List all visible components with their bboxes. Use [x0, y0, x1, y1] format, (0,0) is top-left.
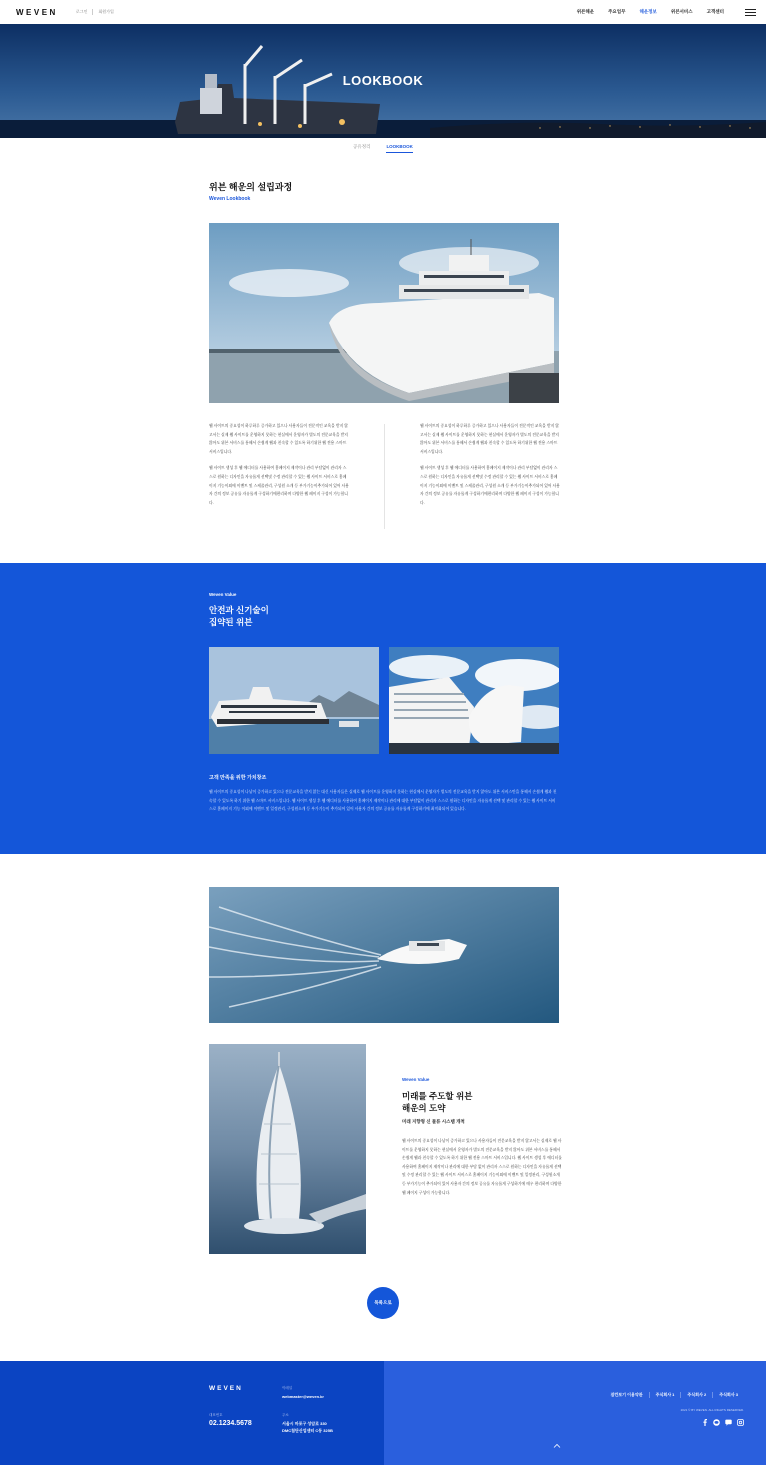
title-line: 해운의 도약: [402, 1103, 446, 1113]
section-subtitle: Weven Lookbook: [209, 196, 251, 202]
address-line: 서울시 마포구 성암로 330: [282, 1421, 327, 1426]
header: [0, 0, 766, 24]
paragraph-title: 고객 만족을 위한 가치창조: [209, 775, 267, 781]
footer-link-2[interactable]: 주식회사 2: [680, 1392, 712, 1398]
nav-item-shipping-info[interactable]: 해운정보: [639, 9, 657, 14]
boat-aerial-image: [209, 887, 559, 1023]
footer-link-3[interactable]: 주식회사 3: [712, 1392, 744, 1398]
yacht-dock-image: [209, 223, 559, 403]
main-nav: [577, 0, 724, 24]
section-label: Weven Value: [209, 592, 237, 597]
signup-link[interactable]: 회원가입: [98, 9, 114, 14]
footer-info: [0, 1361, 384, 1465]
section-title: 위븐 해운의 설립과정: [209, 182, 293, 192]
hero-title: LOOKBOOK: [342, 73, 424, 88]
cruise-ship-mountains-image: [209, 647, 379, 754]
divider: [92, 9, 93, 15]
footer-link-1[interactable]: 주식회사 1: [649, 1392, 681, 1398]
paragraph: 웹 사이트의 중요성이 하루하루 증가하고 있으나 사용자들이 전문적인 교육을 받지 않고서는 실제 웹 사이트를 운영하지 못하는 현실에서 운영자가 별도의 전문교육을 받지 않아도 위븐 서비스를 통해서 손쉽게 웹과 친숙할 수 있도록 하기위한 웹 전용 스마트 서비스입니다.: [420, 424, 559, 454]
paragraph: 웹 사이트 생성 후 웹 에디터를 사용하여 홈페이지 제작이나 관리 부담없이 관리자 스스로 원하는 디자인을 자유롭게 선택및 수정 관리할 수 있는 웹 사이트 서비스로 홈페이지 기능이외에 이벤트 및 스케줄관리, 구성원 소개 등 부가기능이추가되어 있어 사용자 간의 정보 공유를 자유롭게 구성하기에편리하며 다양한 웹 페이지 구성이 가능합니다.: [209, 466, 349, 505]
paragraph-text: 웹 사이트의 중요성이 나날이 증가하고 있으나 전문교육을 받지 않는 대신 사용자들은 실제로 웹 사이트를 운영하지 못하는 현실에서 운영자가 별도의 전문교육을 받지 않아도 위븐 서비스만을 통해서 손쉽게 웹과 친숙할 수 있도록 하기 위한 웹 스마트 서비스입니다. 웹 사이트 생성 후 웹 에디터를 사용하여 홈페이지 제작이나 관리에 대한 부담없이 관리자 스스로 원하는 디자인을 자유롭게 선택 및 관리할 수 있는 웹 사이트 서비스로 홈페이지 기능 이외에 이벤트 및 일정관리, 구성원소개 등 부가기능이 추가되어 있어 사용자 간의 정보 공유를 자유롭게 구성하기에 최적화되어 있습니다.: [209, 790, 557, 812]
phone-label: 대표번호: [209, 1413, 223, 1417]
section-subtitle: 미래 지향형 신 물류 시스템 개척: [402, 1119, 465, 1124]
logo[interactable]: WEVEN: [16, 7, 58, 17]
copyright: 2021 © BY WEVEN. ALL RIGHTS RESERVED.: [680, 1408, 744, 1412]
tab-lookbook[interactable]: LOOKBOOK: [386, 141, 413, 153]
facebook-icon[interactable]: [701, 1419, 708, 1426]
column-divider: [384, 424, 385, 529]
address-label: 주소: [282, 1413, 289, 1417]
email-link[interactable]: webmaster@weven.kr: [282, 1394, 324, 1399]
title-line: 안전과 신기술이: [209, 605, 269, 615]
value-section: [0, 563, 766, 854]
section-title: [402, 1090, 472, 1114]
email-label: 이메일: [282, 1386, 293, 1390]
title-line: 집약된 위븐: [209, 617, 253, 627]
address: [282, 1420, 333, 1434]
hamburger-menu-icon[interactable]: [745, 9, 756, 15]
text-column-right: [420, 422, 560, 515]
auth-links: [76, 9, 114, 15]
burj-al-arab-image: [209, 1044, 366, 1254]
paragraph: 웹 사이트 생성 후 웹 에디터를 사용하여 홈페이지 제작이나 관리 부담없이 관리자 스스로 원하는 디자인을 자유롭게 선택및 수정 관리할 수 있는 웹 사이트 서비스로 홈페이지 기능이외에 이벤트 및 스케줄관리, 구성원 소개 등 부가기능이추가되어 있어 사용자 간의 정보 공유를 자유롭게 구성하기에편리하며 다양한 웹 페이지 구성이 가능합니다.: [420, 466, 560, 505]
text-column-left: [209, 422, 349, 515]
nav-item-business[interactable]: 주요업무: [608, 9, 626, 14]
footer-logo: WEVEN: [209, 1385, 243, 1392]
footer: [0, 1361, 766, 1465]
paragraph: 웹 사이트의 중요성이 하루하루 증가하고 있으나 사용자들이 전문적인 교육을 받지 않고서는 실제 웹 사이트를 운영하지 못하는 현실에서 운영자가 별도의 전문교육을 받지 않아도 위븐 서비스를 통해서 손쉽게 웹과 친숙할 수 있도록 하기위한 웹 전용 스마트 서비스입니다.: [209, 424, 348, 454]
instagram-icon[interactable]: [737, 1419, 744, 1426]
nav-item-support[interactable]: 고객센터: [706, 9, 724, 14]
hero-banner: [0, 24, 766, 138]
section-label: Weven Value: [402, 1077, 430, 1082]
sub-tabs: [0, 141, 766, 155]
section-title: [209, 604, 269, 628]
address-line: DMC첨단산업센터 C동 325B: [282, 1428, 333, 1433]
nav-item-service[interactable]: 위븐서비스: [670, 9, 693, 14]
paragraph-text: 웹 사이트의 중요성이 나날이 증가하고 있으나 사용자들이 전문교육을 받지 않고서는 실제로 웹 사이트를 운영하지 못하는 현실에서 운영자가 별도의 전문교육을 받지 않아도 위븐 서비스를 통해서 손쉽게 웹과 친숙할 수 있도록 하기 위한 웹 전용 스마트 서비스입니다. 웹 사이트 생성 후 에디터를 사용하여 홈페이지 제작이나 관리에 대한 부담 없이 관리자 스스로 원하는 디자인을 자유롭게 선택 및 수정 관리할 수 있는 웹 사이트 서비스로 홈페이지 기능이외에 이벤트 및 일정관리, 구성원소개 등 부가기능이 추가되어 있어 사용자 간의 정보 공유를 자유롭게 구성하기에 매우 편리하며 다양한 웹 페이지 구성이 가능합니다.: [402, 1139, 562, 1195]
phone-number: 02.1234.5678: [209, 1420, 252, 1427]
login-link[interactable]: 로그인: [75, 9, 88, 14]
title-line: 미래를 주도할 위븐: [402, 1091, 473, 1101]
nav-item-about[interactable]: 위븐해운: [576, 9, 595, 14]
cruise-ships-harbor-image: [389, 647, 559, 754]
tab-share[interactable]: 공유정리: [353, 144, 371, 149]
scroll-top-icon[interactable]: [553, 1437, 561, 1445]
footer-links: [384, 1361, 766, 1465]
social-icons: [701, 1419, 744, 1426]
footer-link-terms[interactable]: 잠깐보기 이용약관: [610, 1392, 643, 1397]
back-to-list-button[interactable]: 목록으로: [367, 1287, 399, 1319]
chat-icon[interactable]: [725, 1419, 732, 1426]
kakao-icon[interactable]: [713, 1419, 720, 1426]
footer-link-list: [605, 1392, 744, 1398]
